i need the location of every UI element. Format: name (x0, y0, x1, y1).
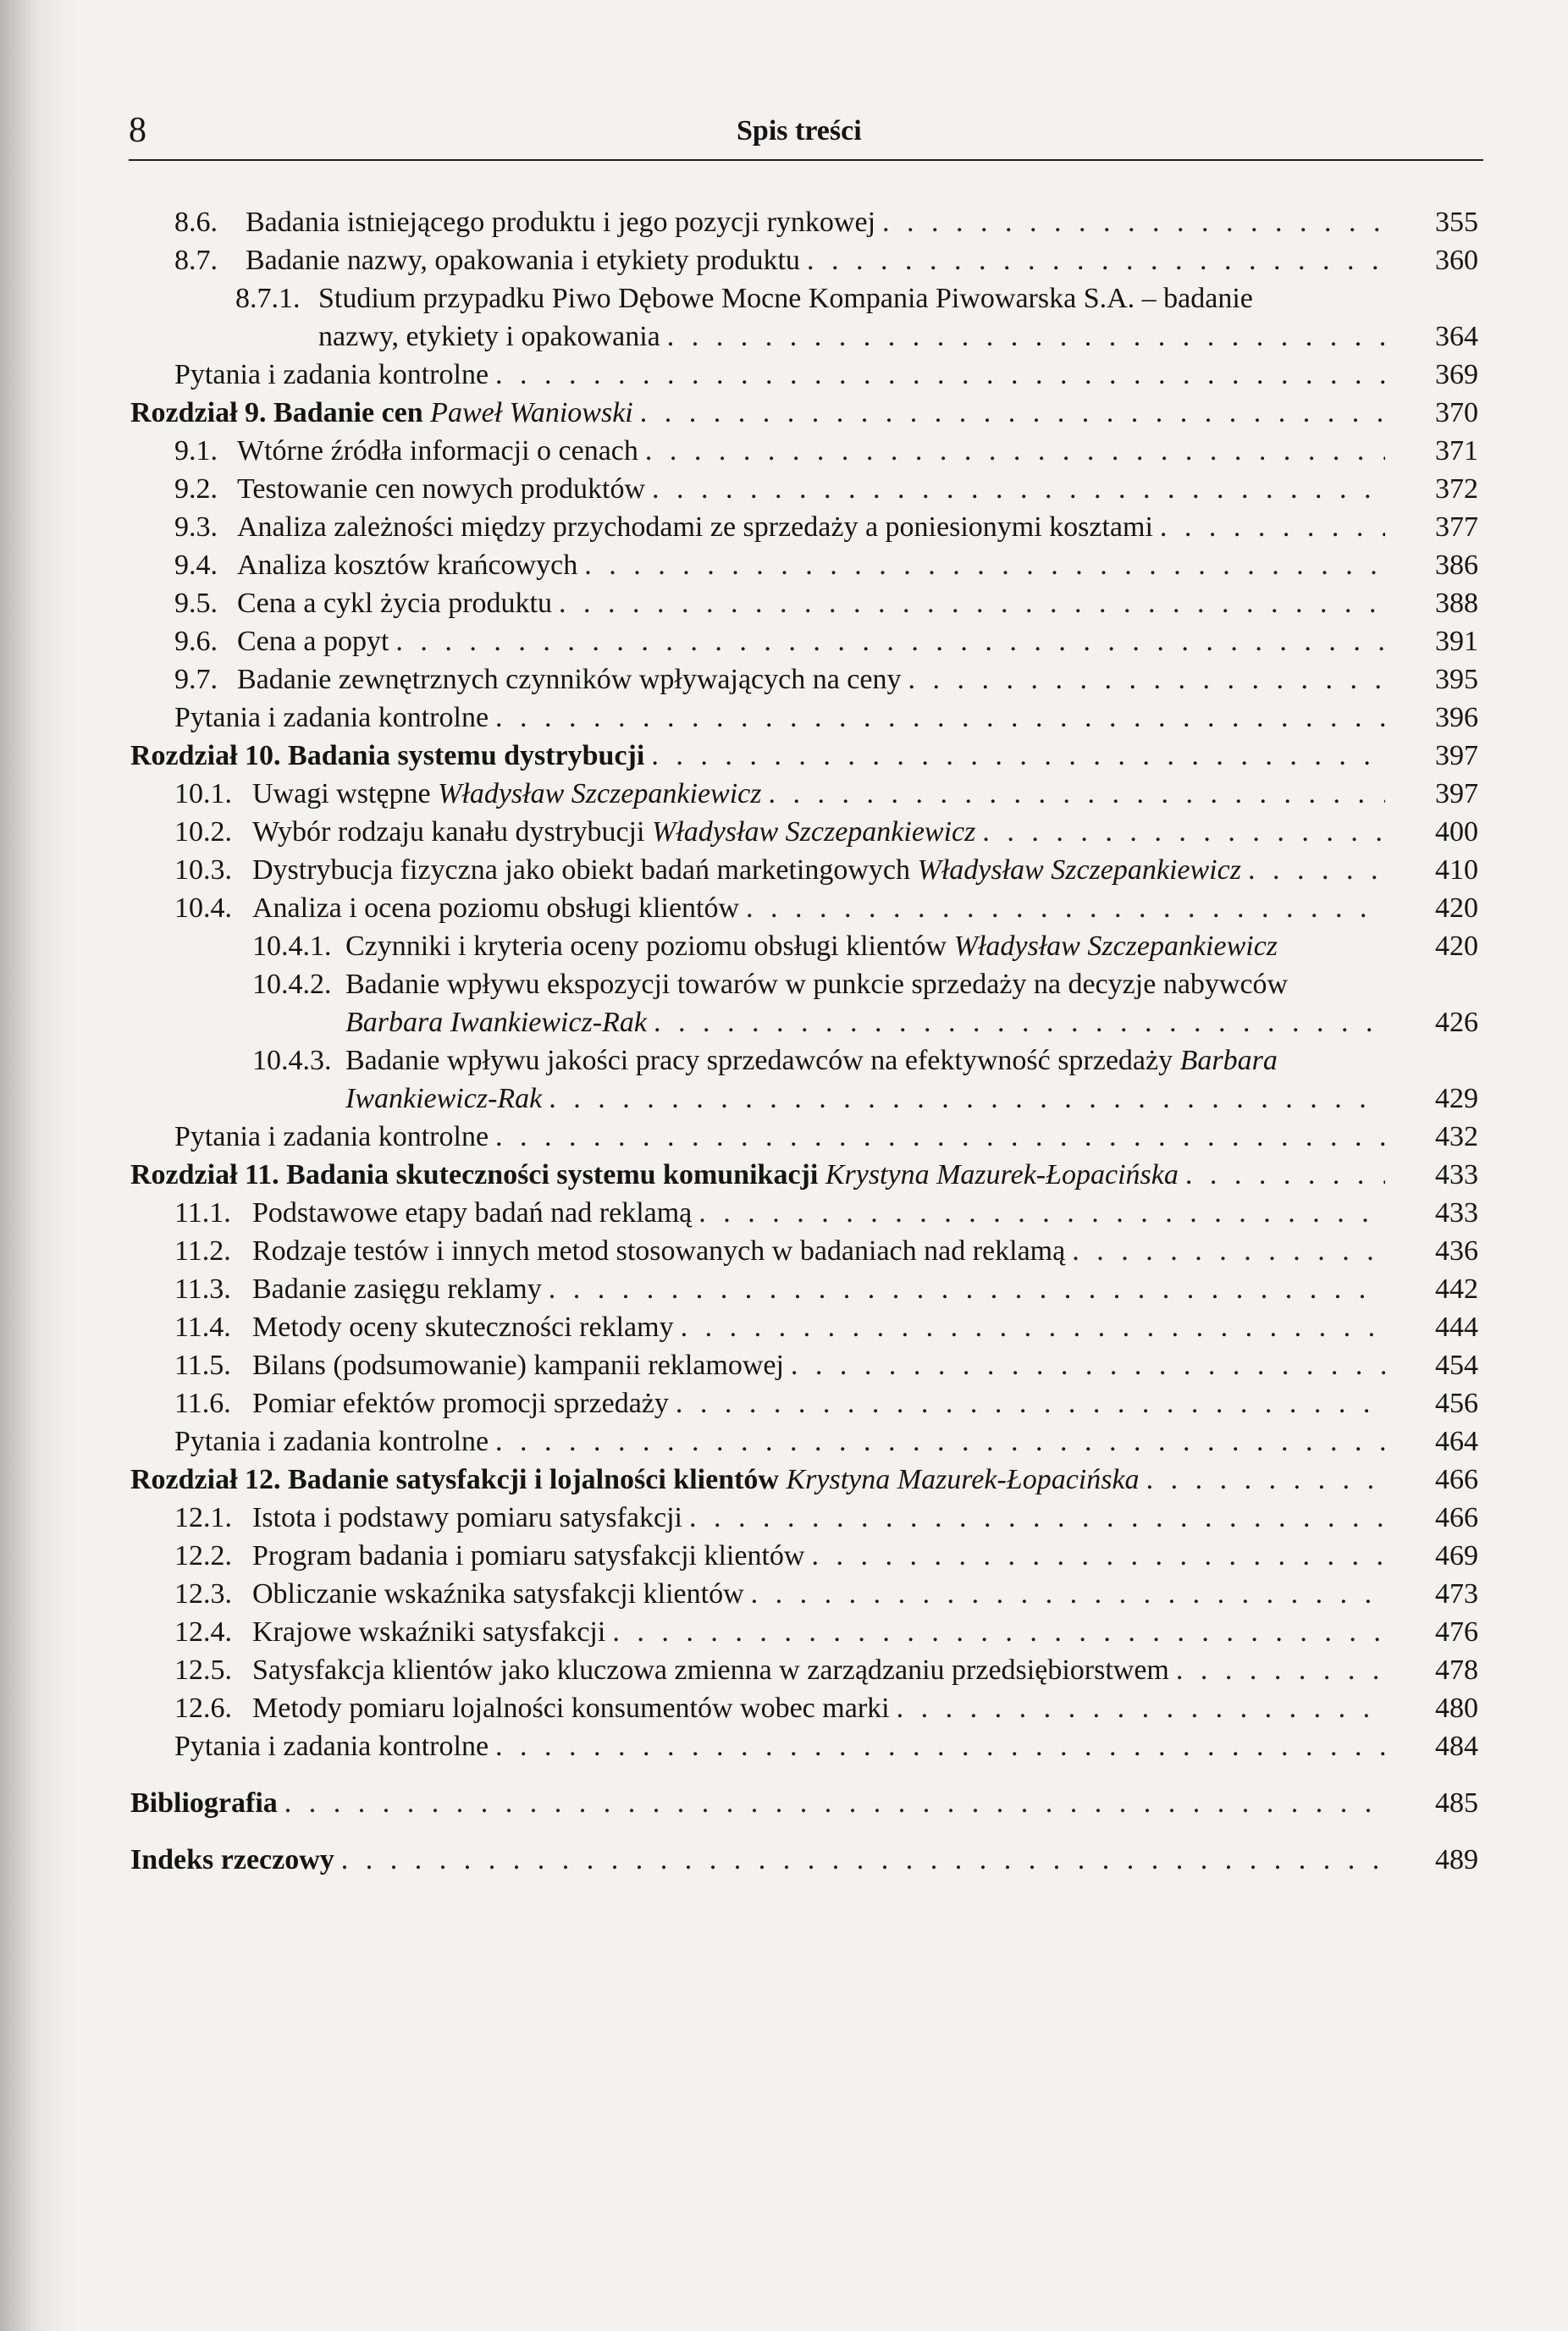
page-ref: 371 (1435, 435, 1478, 467)
page-ref: 410 (1435, 854, 1478, 886)
leader-dots (633, 394, 1385, 432)
chapter-title: Rozdział 11. Badania skuteczności systemu komunikacji Krystyna Mazurek-Łopacińska (130, 1159, 1179, 1190)
page-ref: 464 (1435, 1426, 1478, 1457)
leader-dots (1153, 508, 1385, 546)
chapter-title: Rozdział 9. Badanie cen Paweł Waniowski (130, 397, 633, 428)
section-number: 9.1. (174, 435, 218, 467)
section-author: Władysław Szczepankiewicz (438, 778, 762, 809)
leader-dots (638, 432, 1385, 470)
leader-dots (489, 1118, 1385, 1156)
leader-dots (692, 1194, 1385, 1232)
page-ref: 476 (1435, 1616, 1478, 1648)
section-title: Testowanie cen nowych produktów (237, 473, 645, 505)
section-number: 12.4. (174, 1616, 232, 1648)
leader-dots (682, 1499, 1385, 1537)
toc-chapter (130, 737, 1478, 775)
section-title: Badanie wpływu jakości pracy sprzedawców na efektywność sprzedaży Barbara (345, 1045, 1278, 1076)
page-ref: 469 (1435, 1540, 1478, 1571)
toc-entry (130, 241, 1478, 279)
page-ref: 420 (1435, 892, 1478, 924)
toc-chapter (130, 1461, 1478, 1499)
page-ref: 442 (1435, 1273, 1478, 1305)
section-number: 8.7. (174, 245, 218, 276)
table-of-contents (130, 203, 1478, 1879)
leader-dots (552, 584, 1385, 622)
section-title: Analiza i ocena poziomu obsługi klientów (252, 892, 740, 924)
toc-entry (130, 1727, 1478, 1765)
chapter-title: Bibliografia (130, 1787, 278, 1819)
section-title: Pomiar efektów promocji sprzedaży (252, 1388, 669, 1419)
section-title: Krajowe wskaźniki satysfakcji (252, 1616, 606, 1648)
section-number: 11.6. (174, 1388, 231, 1419)
toc-entry (130, 1232, 1478, 1270)
chapter-title: Rozdział 10. Badania systemu dystrybucji (130, 740, 645, 771)
toc-entry (130, 1308, 1478, 1346)
toc-entry (130, 1422, 1478, 1461)
section-number: 12.6. (174, 1693, 232, 1724)
page-ref: 364 (1435, 321, 1478, 352)
leader-dots (489, 699, 1385, 737)
page-ref: 397 (1435, 778, 1478, 809)
section-title: Badanie zasięgu reklamy (252, 1273, 542, 1305)
page-ref: 436 (1435, 1235, 1478, 1267)
section-number: 9.3. (174, 511, 218, 543)
toc-entry (130, 584, 1478, 622)
section-title: Satysfakcja klientów jako kluczowa zmienna w zarządzaniu przedsiębiorstwem (252, 1654, 1169, 1686)
section-number: 11.5. (174, 1350, 231, 1381)
toc-entry (130, 622, 1478, 660)
leader-dots (975, 813, 1385, 851)
section-title: Czynniki i kryteria oceny poziomu obsługi klientów Władysław Szczepankiewicz (345, 931, 1278, 962)
section-title: Badanie nazwy, opakowania i etykiety produktu (246, 245, 800, 276)
toc-chapter (130, 1841, 1478, 1879)
section-author: Władysław Szczepankiewicz (917, 854, 1241, 886)
chapter-author: Krystyna Mazurek-Łopacińska (786, 1464, 1140, 1495)
page-ref: 456 (1435, 1388, 1478, 1419)
chapter-title: Rozdział 12. Badanie satysfakcji i lojalności klientów Krystyna Mazurek-Łopacińska (130, 1464, 1140, 1495)
toc-entry (130, 279, 1478, 318)
section-number: 12.1. (174, 1502, 232, 1533)
chapter-author: Paweł Waniowski (430, 397, 633, 428)
page-ref: 473 (1435, 1578, 1478, 1610)
section-title: Pytania i zadania kontrolne (174, 1426, 489, 1457)
page-ref: 355 (1435, 207, 1478, 238)
toc-entry (130, 1575, 1478, 1613)
toc-entry (130, 1118, 1478, 1156)
page-ref: 397 (1435, 740, 1478, 771)
page-ref: 370 (1435, 397, 1478, 428)
section-number: 11.4. (174, 1312, 231, 1343)
section-author: Barbara (1179, 1045, 1278, 1076)
section-number: 10.4. (174, 892, 232, 924)
page-ref: 433 (1435, 1197, 1478, 1229)
leader-dots (804, 1537, 1385, 1575)
section-title: Obliczanie wskaźnika satysfakcji klientów (252, 1578, 744, 1610)
page-ref: 388 (1435, 588, 1478, 619)
section-title: Dystrybucja fizyczna jako obiekt badań marketingowych Władysław Szczepankiewicz (252, 854, 1241, 886)
section-title: Badania istniejącego produktu i jego pozycji rynkowej (246, 207, 876, 238)
section-title: Istota i podstawy pomiaru satysfakcji (252, 1502, 683, 1533)
page-ref: 485 (1435, 1787, 1478, 1819)
leader-dots (645, 470, 1385, 508)
chapter-author: Krystyna Mazurek-Łopacińska (825, 1159, 1179, 1190)
page-ref: 369 (1435, 359, 1478, 390)
leader-dots (542, 1080, 1385, 1118)
section-title: Bilans (podsumowanie) kampanii reklamowej (252, 1350, 784, 1381)
leader-dots (542, 1270, 1385, 1308)
toc-entry (130, 775, 1478, 813)
section-title: Metody oceny skuteczności reklamy (252, 1312, 674, 1343)
section-author: Władysław Szczepankiewicz (953, 931, 1278, 962)
leader-dots (669, 1384, 1385, 1422)
leader-dots (577, 546, 1385, 584)
page-ref: 400 (1435, 816, 1478, 848)
section-number: 11.1. (174, 1197, 231, 1229)
toc-entry-continuation (130, 318, 1478, 356)
section-title: Badanie wpływu ekspozycji towarów w punkcie sprzedaży na decyzje nabywców (345, 969, 1289, 1000)
leader-dots (660, 318, 1385, 356)
toc-entry-continuation (130, 1003, 1478, 1041)
toc-chapter (130, 394, 1478, 432)
page-ref: 420 (1435, 931, 1478, 962)
section-title: Uwagi wstępne Władysław Szczepankiewicz (252, 778, 762, 809)
toc-entry (130, 1041, 1478, 1080)
leader-dots (1169, 1651, 1385, 1689)
page-ref: 395 (1435, 664, 1478, 695)
toc-entry (130, 432, 1478, 470)
section-title: Studium przypadku Piwo Dębowe Mocne Kompania Piwowarska S.A. – badanie (318, 283, 1253, 314)
section-author-continued: Iwankiewicz-Rak (345, 1083, 543, 1114)
section-number: 11.2. (174, 1235, 231, 1267)
page-ref: 377 (1435, 511, 1478, 543)
page-ref: 433 (1435, 1159, 1478, 1190)
leader-dots (890, 1689, 1385, 1727)
leader-dots (800, 241, 1385, 279)
running-head: Spis treści (737, 115, 862, 146)
section-title-continued: nazwy, etykiety i opakowania (318, 321, 660, 352)
toc-entry (130, 1499, 1478, 1537)
section-title: Program badania i pomiaru satysfakcji klientów (252, 1540, 805, 1571)
page-ref: 466 (1435, 1464, 1478, 1495)
toc-entry (130, 813, 1478, 851)
section-author: Barbara Iwankiewicz-Rak (345, 1007, 647, 1038)
section-title: Metody pomiaru lojalności konsumentów wobec marki (252, 1693, 890, 1724)
section-number: 12.3. (174, 1578, 232, 1610)
section-number: 12.2. (174, 1540, 232, 1571)
section-number: 9.4. (174, 550, 218, 581)
scan-edge-shadow (0, 0, 76, 2331)
section-title: Cena a popyt (237, 626, 389, 657)
toc-entry (130, 660, 1478, 699)
section-number: 10.2. (174, 816, 232, 848)
page-ref: 391 (1435, 626, 1478, 657)
page-ref: 396 (1435, 702, 1478, 733)
toc-entry (130, 1613, 1478, 1651)
section-title: Cena a cykl życia produktu (237, 588, 552, 619)
page-ref: 372 (1435, 473, 1478, 505)
page-ref: 480 (1435, 1693, 1478, 1724)
toc-entry (130, 1194, 1478, 1232)
leader-dots (674, 1308, 1385, 1346)
page-ref: 429 (1435, 1083, 1478, 1114)
leader-dots (744, 1575, 1385, 1613)
leader-dots (278, 1784, 1385, 1822)
page-number: 8 (129, 111, 146, 150)
section-number: 10.4.3. (252, 1045, 332, 1076)
page-ref: 454 (1435, 1350, 1478, 1381)
toc-entry (130, 965, 1478, 1003)
leader-dots (902, 660, 1386, 699)
leader-dots (1065, 1232, 1385, 1270)
section-number: 10.1. (174, 778, 232, 809)
toc-entry (130, 508, 1478, 546)
section-title: Rodzaje testów i innych metod stosowanych w badaniach nad reklamą (252, 1235, 1066, 1267)
leader-dots (762, 775, 1386, 813)
toc-entry (130, 1651, 1478, 1689)
toc-chapter (130, 1156, 1478, 1194)
toc-entry-continuation (130, 1080, 1478, 1118)
leader-dots (1140, 1461, 1385, 1499)
leader-dots (334, 1841, 1385, 1879)
leader-dots (1241, 851, 1385, 889)
section-title: Pytania i zadania kontrolne (174, 1121, 489, 1152)
toc-entry (130, 1384, 1478, 1422)
spacer (130, 1822, 1478, 1841)
leader-dots (784, 1346, 1385, 1384)
leader-dots (875, 203, 1385, 241)
leader-dots (389, 622, 1385, 660)
section-title: Wybór rodzaju kanału dystrybucji Władysław Szczepankiewicz (252, 816, 976, 848)
spacer (130, 1765, 1478, 1784)
page-ref: 426 (1435, 1007, 1478, 1038)
toc-chapter (130, 1784, 1478, 1822)
toc-entry (130, 699, 1478, 737)
section-author: Władysław Szczepankiewicz (651, 816, 976, 848)
page-ref: 484 (1435, 1731, 1478, 1762)
page-ref: 386 (1435, 550, 1478, 581)
toc-entry (130, 470, 1478, 508)
page-ref: 489 (1435, 1844, 1478, 1875)
page-ref: 466 (1435, 1502, 1478, 1533)
page-ref: 360 (1435, 245, 1478, 276)
leader-dots (647, 1003, 1385, 1041)
section-title: Podstawowe etapy badań nad reklamą (252, 1197, 693, 1229)
toc-entry (130, 889, 1478, 927)
page-ref: 444 (1435, 1312, 1478, 1343)
chapter-title: Indeks rzeczowy (130, 1844, 334, 1875)
toc-entry (130, 356, 1478, 394)
section-number: 12.5. (174, 1654, 232, 1686)
leader-dots (644, 737, 1385, 775)
leader-dots (489, 1727, 1385, 1765)
toc-entry (130, 1689, 1478, 1727)
section-title: Wtórne źródła informacji o cenach (237, 435, 638, 467)
section-number: 9.6. (174, 626, 218, 657)
section-number: 9.5. (174, 588, 218, 619)
toc-entry (130, 1270, 1478, 1308)
section-number: 9.7. (174, 664, 218, 695)
section-title: Badanie zewnętrznych czynników wpływających na ceny (237, 664, 902, 695)
leader-dots (1179, 1156, 1385, 1194)
section-title: Analiza kosztów krańcowych (237, 550, 578, 581)
toc-entry (130, 1346, 1478, 1384)
toc-entry (130, 203, 1478, 241)
toc-entry (130, 851, 1478, 889)
section-number: 9.2. (174, 473, 218, 505)
leader-dots (489, 1422, 1385, 1461)
page-ref: 432 (1435, 1121, 1478, 1152)
leader-dots (739, 889, 1385, 927)
header-rule (129, 159, 1483, 161)
section-number: 8.7.1. (235, 283, 301, 314)
section-number: 10.4.2. (252, 969, 332, 1000)
section-number: 11.3. (174, 1273, 231, 1305)
section-title: Pytania i zadania kontrolne (174, 702, 489, 733)
leader-dots (489, 356, 1385, 394)
section-number: 10.4.1. (252, 931, 332, 962)
toc-entry (130, 546, 1478, 584)
page-ref: 478 (1435, 1654, 1478, 1686)
section-title: Pytania i zadania kontrolne (174, 1731, 489, 1762)
section-title: Analiza zależności między przychodami ze sprzedaży a poniesionymi kosztami (237, 511, 1153, 543)
section-title: Pytania i zadania kontrolne (174, 359, 489, 390)
toc-entry (130, 1537, 1478, 1575)
section-number: 8.6. (174, 207, 218, 238)
section-number: 10.3. (174, 854, 232, 886)
toc-entry (130, 927, 1478, 965)
leader-dots (605, 1613, 1385, 1651)
